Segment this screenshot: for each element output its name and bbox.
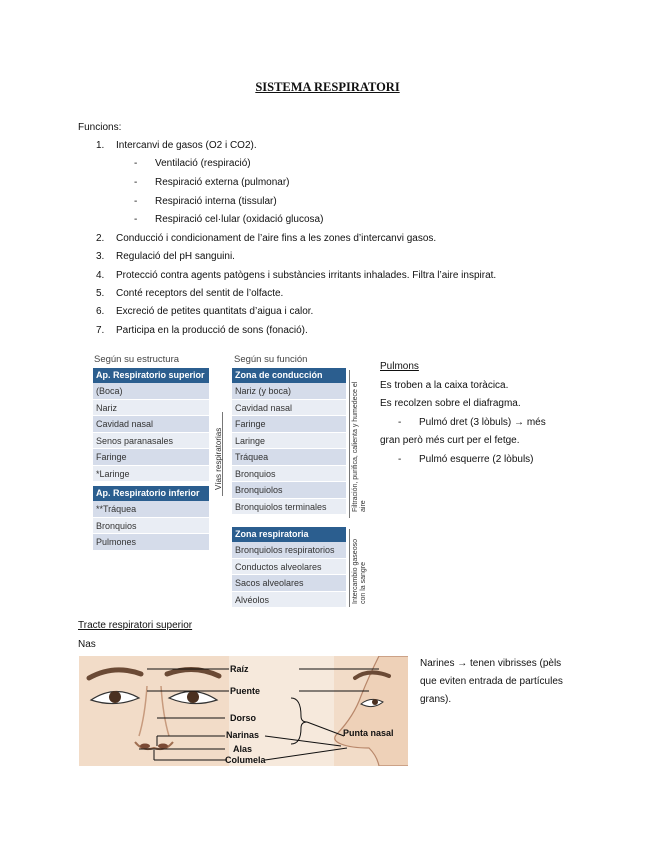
label-columela: Columela xyxy=(225,755,266,765)
structure-column xyxy=(93,368,209,551)
pulmons-item: Pulmó dret (3 lòbuls) → més xyxy=(419,417,546,428)
table-caption-structure: Según su estructura xyxy=(94,354,180,365)
table-row: Bronquios xyxy=(93,518,209,535)
label-narinas: Narinas xyxy=(226,730,260,740)
table-row: Pulmones xyxy=(93,534,209,551)
lower-header: Ap. Respiratorio inferior xyxy=(93,486,209,501)
table-row: Faringe xyxy=(232,416,346,433)
function-item: Conducció i condicionament de l’aire fins a les zones d’intercanvi gasos. xyxy=(116,233,437,244)
function-item: Participa en la producció de sons (fonació). xyxy=(116,325,308,336)
subfunction-item: Ventilació (respiració) xyxy=(155,158,251,169)
table-row: (Boca) xyxy=(93,383,209,400)
respiratory-header: Zona respiratoria xyxy=(232,527,346,542)
table-row: **Tráquea xyxy=(93,501,209,518)
table-row: Faringe xyxy=(93,449,209,466)
label-puente: Puente xyxy=(230,686,261,696)
table-row: Cavidad nasal xyxy=(93,416,209,433)
subfunction-item: Respiració externa (pulmonar) xyxy=(155,177,290,188)
function-item: Excreció de petites quantitats d’aigua i calor. xyxy=(116,306,314,317)
conduction-column xyxy=(232,368,346,515)
function-number: 7. xyxy=(96,325,105,336)
respiratory-side-note: Intercambio gaseoso con la sangre xyxy=(352,539,367,604)
pulmons-item: Pulmó esquerre (2 lòbuls) xyxy=(419,454,534,465)
table-row: Laringe xyxy=(232,433,346,450)
vias-label: Vías respiratorias xyxy=(214,427,223,490)
table-row: Conductos alveolares xyxy=(232,559,346,576)
function-number: 5. xyxy=(96,288,105,299)
function-number: 1. xyxy=(96,140,105,151)
dash-bullet: - xyxy=(398,417,402,428)
function-number: 2. xyxy=(96,233,105,244)
table-row: Nariz (y boca) xyxy=(232,383,346,400)
dash-bullet: - xyxy=(134,214,138,225)
table-row: Bronquios xyxy=(232,466,346,483)
conduction-bracket xyxy=(349,370,350,518)
pulmons-line: Es recolzen sobre el diafragma. xyxy=(380,398,521,409)
nas-heading: Nas xyxy=(78,639,96,650)
table-row: Alvéolos xyxy=(232,592,346,609)
table-row: Bronquiolos respiratorios xyxy=(232,542,346,559)
respiratory-column xyxy=(232,527,346,608)
table-caption-function: Según su función xyxy=(234,354,308,365)
function-item: Intercanvi de gasos (O2 i CO2). xyxy=(116,140,257,151)
dash-bullet: - xyxy=(134,158,138,169)
pulmons-item: gran però més curt per el fetge. xyxy=(380,435,520,446)
dash-bullet: - xyxy=(398,454,402,465)
function-item: Conté receptors del sentit de l’olfacte. xyxy=(116,288,284,299)
funcions-label: Funcions: xyxy=(78,122,122,133)
label-dorso: Dorso xyxy=(230,713,257,723)
tracte-heading: Tracte respiratori superior xyxy=(78,620,193,631)
respiratory-bracket xyxy=(349,529,350,607)
label-raiz: Raíz xyxy=(230,664,249,674)
function-item: Regulació del pH sanguini. xyxy=(116,251,235,262)
table-row: Nariz xyxy=(93,400,209,417)
nas-text-line: que eviten entrada de partícules xyxy=(420,676,563,687)
label-punta-nasal: Punta nasal xyxy=(343,728,394,738)
conduction-side-note: Filtración, purifica, calienta y humedece el aire xyxy=(352,381,367,512)
upper-header: Ap. Respiratorio superior xyxy=(93,368,209,383)
function-number: 3. xyxy=(96,251,105,262)
conduction-header: Zona de conducción xyxy=(232,368,346,383)
label-alas: Alas xyxy=(233,744,253,754)
table-row: Bronquiolos xyxy=(232,482,346,499)
subfunction-item: Respiració interna (tissular) xyxy=(155,196,277,207)
nas-text-line: grans). xyxy=(420,694,452,705)
table-row: Cavidad nasal xyxy=(232,400,346,417)
table-row: Sacos alveolares xyxy=(232,575,346,592)
pulmons-line: Es troben a la caixa toràcica. xyxy=(380,380,509,391)
page-title: SISTEMA RESPIRATORI xyxy=(255,80,400,94)
table-row: Tráquea xyxy=(232,449,346,466)
dash-bullet: - xyxy=(134,177,138,188)
dash-bullet: - xyxy=(134,196,138,207)
table-row: *Laringe xyxy=(93,466,209,483)
nas-text-line: Narines → tenen vibrisses (pèls xyxy=(420,658,562,669)
function-item: Protecció contra agents patògens i substàncies irritants inhalades. Filtra l’aire inspirat. xyxy=(116,270,497,281)
function-number: 4. xyxy=(96,270,105,281)
pulmons-heading: Pulmons xyxy=(380,361,419,372)
table-row: Bronquiolos terminales xyxy=(232,499,346,516)
function-number: 6. xyxy=(96,306,105,317)
table-row: Senos paranasales xyxy=(93,433,209,450)
subfunction-item: Respiració cel·lular (oxidació glucosa) xyxy=(155,214,324,225)
